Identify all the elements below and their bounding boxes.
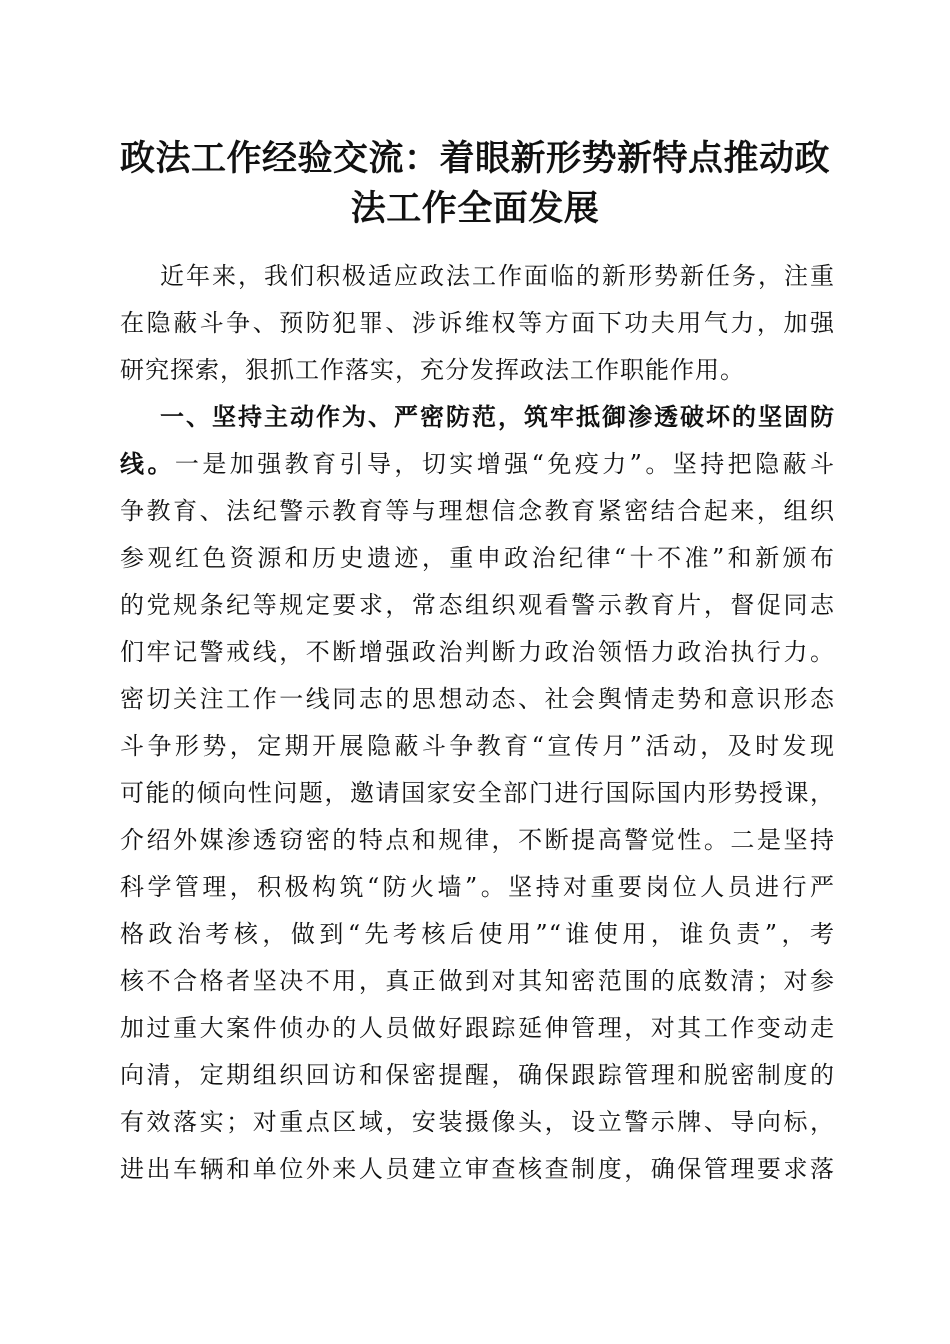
body-line: 们牢记警戒线，不断增强政治判断力政治领悟力政治执行力。 <box>120 638 835 666</box>
body-line: 可能的倾向性问题，邀请国家安全部门进行国际国内形势授课， <box>120 779 835 807</box>
title-line-2: 法工作全面发展 <box>350 188 600 229</box>
body-line <box>120 441 835 488</box>
intro-line: 在隐蔽斗争、预防犯罪、涉诉维权等方面下功夫用气力，加强 <box>120 309 835 337</box>
body-line: 加过重大案件侦办的人员做好跟踪延伸管理，对其工作变动走 <box>120 1014 835 1042</box>
body-line: 向清，定期组织回访和保密提醒，确保跟踪管理和脱密制度的 <box>120 1061 835 1089</box>
body-line: 介绍外媒渗透窃密的特点和规律，不断提高警觉性。二是坚持 <box>120 826 835 854</box>
intro-line: 近年来，我们积极适应政法工作面临的新形势新任务，注重 <box>160 262 835 290</box>
body-line-text: 一是加强教育引导，切实增强“免疫力”。坚持把隐蔽斗 <box>174 450 836 478</box>
intro-line: 研究探索，狠抓工作落实，充分发挥政法工作职能作用。 <box>120 356 745 384</box>
body-line: 的党规条纪等规定要求，常态组织观看警示教育片，督促同志 <box>120 591 835 619</box>
body-line: 格政治考核，做到“先考核后使用”“谁使用，谁负责”，考 <box>120 920 835 948</box>
body-line: 核不合格者坚决不用，真正做到对其知密范围的底数清；对参 <box>120 967 835 995</box>
body-line: 参观红色资源和历史遗迹，重申政治纪律“十不准”和新颁布 <box>120 544 835 572</box>
document-title <box>110 134 840 234</box>
body-line: 有效落实；对重点区域，安装摄像头，设立警示牌、导向标， <box>120 1108 835 1136</box>
section-heading: 一、坚持主动作为、严密防范，筑牢抵御渗透破坏的坚固防 <box>160 403 835 431</box>
body-line: 科学管理，积极构筑“防火墙”。坚持对重要岗位人员进行严 <box>120 873 835 901</box>
body-line: 争教育、法纪警示教育等与理想信念教育紧密结合起来，组织 <box>120 497 835 525</box>
section-heading-end: 线。 <box>120 450 175 478</box>
body-line: 斗争形势，定期开展隐蔽斗争教育“宣传月”活动，及时发现 <box>120 732 835 760</box>
body-line: 进出车辆和单位外来人员建立审查核查制度，确保管理要求落 <box>120 1155 835 1183</box>
document-body <box>120 253 835 1193</box>
body-line: 密切关注工作一线同志的思想动态、社会舆情走势和意识形态 <box>120 685 835 713</box>
title-line-1: 政法工作经验交流：着眼新形势新特点推动政 <box>119 138 830 179</box>
